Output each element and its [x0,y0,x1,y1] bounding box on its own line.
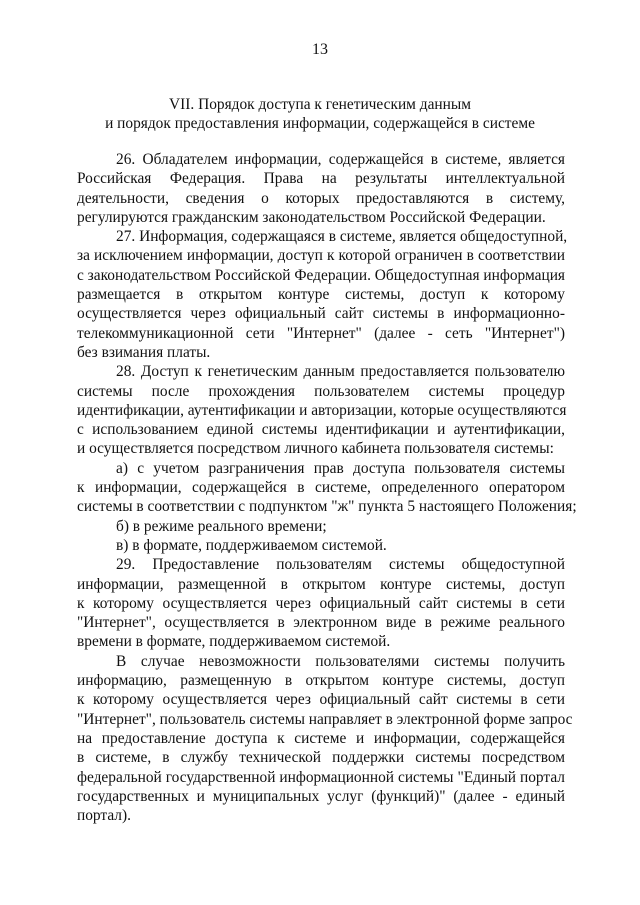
paragraph-line: в системе, в службу технической поддержки системы посредством [77,749,565,767]
paragraph-line: на предоставление доступа к системе и информации, содержащейся [77,729,565,747]
paragraph-line: а) с учетом разграничения прав доступа пользователя системы [116,459,565,477]
paragraph [77,536,565,555]
paragraph-line: "Интернет", осуществляется в электронном виде в режиме реального [77,614,565,632]
paragraph-line: 29. Предоставление пользователям системы общедоступной [116,556,565,574]
section-heading-line-1: VII. Порядок доступа к генетическим данным [169,96,471,113]
paragraph-line: с законодательством Российской Федерации. Общедоступная информация [77,266,566,284]
paragraph-line: размещается в открытом контуре системы, доступ к которому [77,286,565,304]
paragraph-line: к которому осуществляется через официальный сайт системы в сети [77,691,565,709]
document-body [77,150,577,825]
paragraph-line: и осуществляется посредством личного кабинета пользователя системы: [77,440,554,458]
paragraph-line: Российская Федерация. Права на результаты интеллектуальной [77,170,565,188]
paragraph-line: портал). [77,807,131,825]
paragraph-line: В случае невозможности пользователями системы получить [116,652,565,670]
paragraph-line: к информации, содержащейся в системе, определенного оператором [77,479,565,497]
paragraph [77,459,577,517]
paragraph-line: "Интернет", пользователь системы направляет в электронной форме запрос [77,710,573,728]
paragraph-line: 27. Информация, содержащаяся в системе, является общедоступной, [116,228,568,246]
page-number: 13 [312,41,328,58]
paragraph-line: б) в режиме реального времени; [116,517,327,535]
paragraph [77,517,565,536]
paragraph-line: государственных и муниципальных услуг (функций)" (далее - единый [77,787,565,805]
paragraph-line: регулируются гражданским законодательством Российской Федерации. [77,208,546,226]
paragraph [77,362,565,458]
paragraph [77,150,565,227]
paragraph [77,555,565,651]
paragraph-line: идентификации, аутентификации и авторизации, которые осуществляются [77,401,567,419]
paragraph-line: деятельности, сведения о которых предоставляются в систему, [77,189,565,207]
paragraph-line: времени в формате, поддерживаемом системой. [77,633,391,651]
paragraph-line: к которому осуществляется через официальный сайт системы в сети [77,594,565,612]
paragraph-line: 28. Доступ к генетическим данным предоставляется пользователю [116,363,565,381]
paragraph-line: телекоммуникационной сети "Интернет" (далее - сеть "Интернет") [77,324,565,342]
paragraph-line: системы после прохождения пользователем системы процедур [77,382,565,400]
paragraph-line: системы в соответствии с подпунктом "ж" пункта 5 настоящего Положения; [77,498,577,516]
paragraph [77,227,568,362]
paragraph-line: в) в формате, поддерживаемом системой. [116,536,387,554]
section-heading-line-2: и порядок предоставления информации, содержащейся в системе [105,115,535,132]
paragraph-line: с использованием единой системы идентификации и аутентификации, [77,421,565,439]
paragraph-line: 26. Обладателем информации, содержащейся в системе, является [116,151,565,168]
section-heading [0,95,640,133]
paragraph-line: осуществляется через официальный сайт системы в информационно- [77,305,565,323]
paragraph-line: без взимания платы. [77,343,211,361]
paragraph [77,652,573,826]
paragraph-line: информации, размещенной в открытом контуре системы, доступ [77,575,565,593]
paragraph-line: за исключением информации, доступ к которой ограничен в соответствии [77,247,565,265]
paragraph-line: информацию, размещенную в открытом контуре системы, доступ [77,672,565,690]
paragraph-line: федеральной государственной информационной системы "Единый портал [77,768,565,786]
